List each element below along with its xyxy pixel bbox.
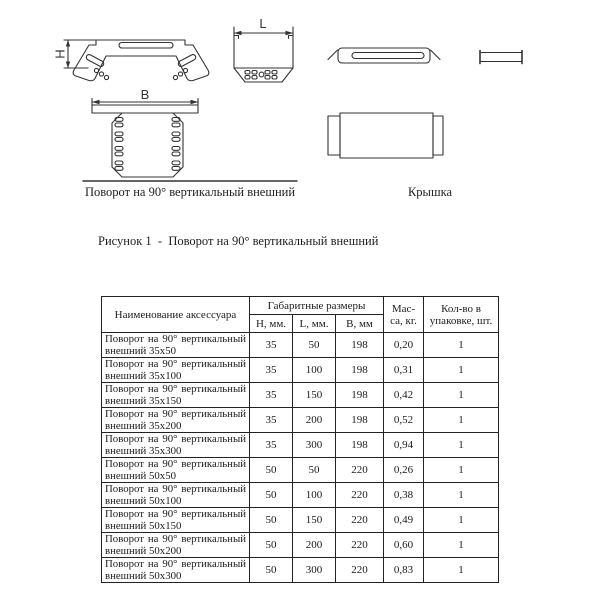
qty-cell: 1 xyxy=(424,508,499,533)
h-cell: 50 xyxy=(250,458,293,483)
turn-bottom-view xyxy=(83,99,297,182)
figure-caption: Рисунок 1 - Поворот на 90° вертикальный внешний xyxy=(98,234,379,248)
b-cell: 220 xyxy=(336,508,384,533)
qty-cell: 1 xyxy=(424,533,499,558)
qty-cell: 1 xyxy=(424,483,499,508)
dim-b-label: B xyxy=(140,87,150,102)
table-row xyxy=(102,558,499,583)
b-cell: 198 xyxy=(336,383,384,408)
l-cell: 100 xyxy=(293,483,336,508)
mass-cell: 0,60 xyxy=(384,533,424,558)
h-cell: 50 xyxy=(250,533,293,558)
l-cell: 150 xyxy=(293,383,336,408)
dim-h-label: H xyxy=(52,49,68,59)
name-cell: Поворот на 90° вертикальный внешний 35x100 xyxy=(102,358,250,383)
turn-side-view xyxy=(73,40,209,81)
name-cell: Поворот на 90° вертикальный внешний 50x150 xyxy=(102,508,250,533)
caption-cover: Крышка xyxy=(407,185,453,199)
header-mass: Мас-са, кг. xyxy=(384,297,424,333)
cover-plan-view xyxy=(328,113,443,158)
qty-cell: 1 xyxy=(424,333,499,358)
header-qty: Кол-во в упаковке, шт. xyxy=(424,297,499,333)
name-cell: Поворот на 90° вертикальный внешний 50x100 xyxy=(102,483,250,508)
name-cell: Поворот на 90° вертикальный внешний 35x200 xyxy=(102,408,250,433)
h-cell: 50 xyxy=(250,558,293,583)
b-cell: 220 xyxy=(336,483,384,508)
l-cell: 50 xyxy=(293,458,336,483)
b-cell: 220 xyxy=(336,458,384,483)
table-row xyxy=(102,533,499,558)
cover-side-view xyxy=(480,51,522,64)
b-cell: 198 xyxy=(336,433,384,458)
name-cell: Поворот на 90° вертикальный внешний 50x50 xyxy=(102,458,250,483)
table-row xyxy=(102,408,499,433)
h-cell: 35 xyxy=(250,433,293,458)
h-cell: 50 xyxy=(250,483,293,508)
qty-cell: 1 xyxy=(424,408,499,433)
l-cell: 100 xyxy=(293,358,336,383)
l-cell: 150 xyxy=(293,508,336,533)
turn-front-view xyxy=(234,27,293,82)
header-l: L, мм. xyxy=(293,315,336,333)
caption-turn: Поворот на 90° вертикальный внешний xyxy=(84,185,296,199)
dim-l-label: L xyxy=(259,16,267,31)
table-row xyxy=(102,333,499,358)
name-cell: Поворот на 90° вертикальный внешний 35x300 xyxy=(102,433,250,458)
mass-cell: 0,42 xyxy=(384,383,424,408)
table-row xyxy=(102,458,499,483)
table-row xyxy=(102,358,499,383)
qty-cell: 1 xyxy=(424,458,499,483)
b-cell: 198 xyxy=(336,408,384,433)
table-row xyxy=(102,508,499,533)
header-h: Н, мм. xyxy=(250,315,293,333)
b-cell: 220 xyxy=(336,558,384,583)
l-cell: 300 xyxy=(293,433,336,458)
table-row xyxy=(102,483,499,508)
qty-cell: 1 xyxy=(424,383,499,408)
h-cell: 35 xyxy=(250,358,293,383)
l-cell: 200 xyxy=(293,533,336,558)
b-cell: 220 xyxy=(336,533,384,558)
name-cell: Поворот на 90° вертикальный внешний 50x300 xyxy=(102,558,250,583)
mass-cell: 0,31 xyxy=(384,358,424,383)
mass-cell: 0,49 xyxy=(384,508,424,533)
mass-cell: 0,38 xyxy=(384,483,424,508)
spec-table xyxy=(101,296,499,583)
header-dimensions-group: Габаритные размеры xyxy=(250,297,384,315)
header-name: Наименование аксессуара xyxy=(102,297,250,333)
name-cell: Поворот на 90° вертикальный внешний 35x150 xyxy=(102,383,250,408)
h-cell: 35 xyxy=(250,383,293,408)
h-cell: 35 xyxy=(250,408,293,433)
l-cell: 300 xyxy=(293,558,336,583)
name-cell: Поворот на 90° вертикальный внешний 50x200 xyxy=(102,533,250,558)
mass-cell: 0,20 xyxy=(384,333,424,358)
qty-cell: 1 xyxy=(424,433,499,458)
b-cell: 198 xyxy=(336,358,384,383)
qty-cell: 1 xyxy=(424,558,499,583)
mass-cell: 0,26 xyxy=(384,458,424,483)
table-row xyxy=(102,383,499,408)
l-cell: 200 xyxy=(293,408,336,433)
mass-cell: 0,94 xyxy=(384,433,424,458)
mass-cell: 0,52 xyxy=(384,408,424,433)
h-cell: 35 xyxy=(250,333,293,358)
mass-cell: 0,83 xyxy=(384,558,424,583)
qty-cell: 1 xyxy=(424,358,499,383)
l-cell: 50 xyxy=(293,333,336,358)
cover-top-view xyxy=(328,48,440,63)
header-b: В, мм xyxy=(336,315,384,333)
table-row xyxy=(102,433,499,458)
name-cell: Поворот на 90° вертикальный внешний 35x50 xyxy=(102,333,250,358)
b-cell: 198 xyxy=(336,333,384,358)
h-cell: 50 xyxy=(250,508,293,533)
